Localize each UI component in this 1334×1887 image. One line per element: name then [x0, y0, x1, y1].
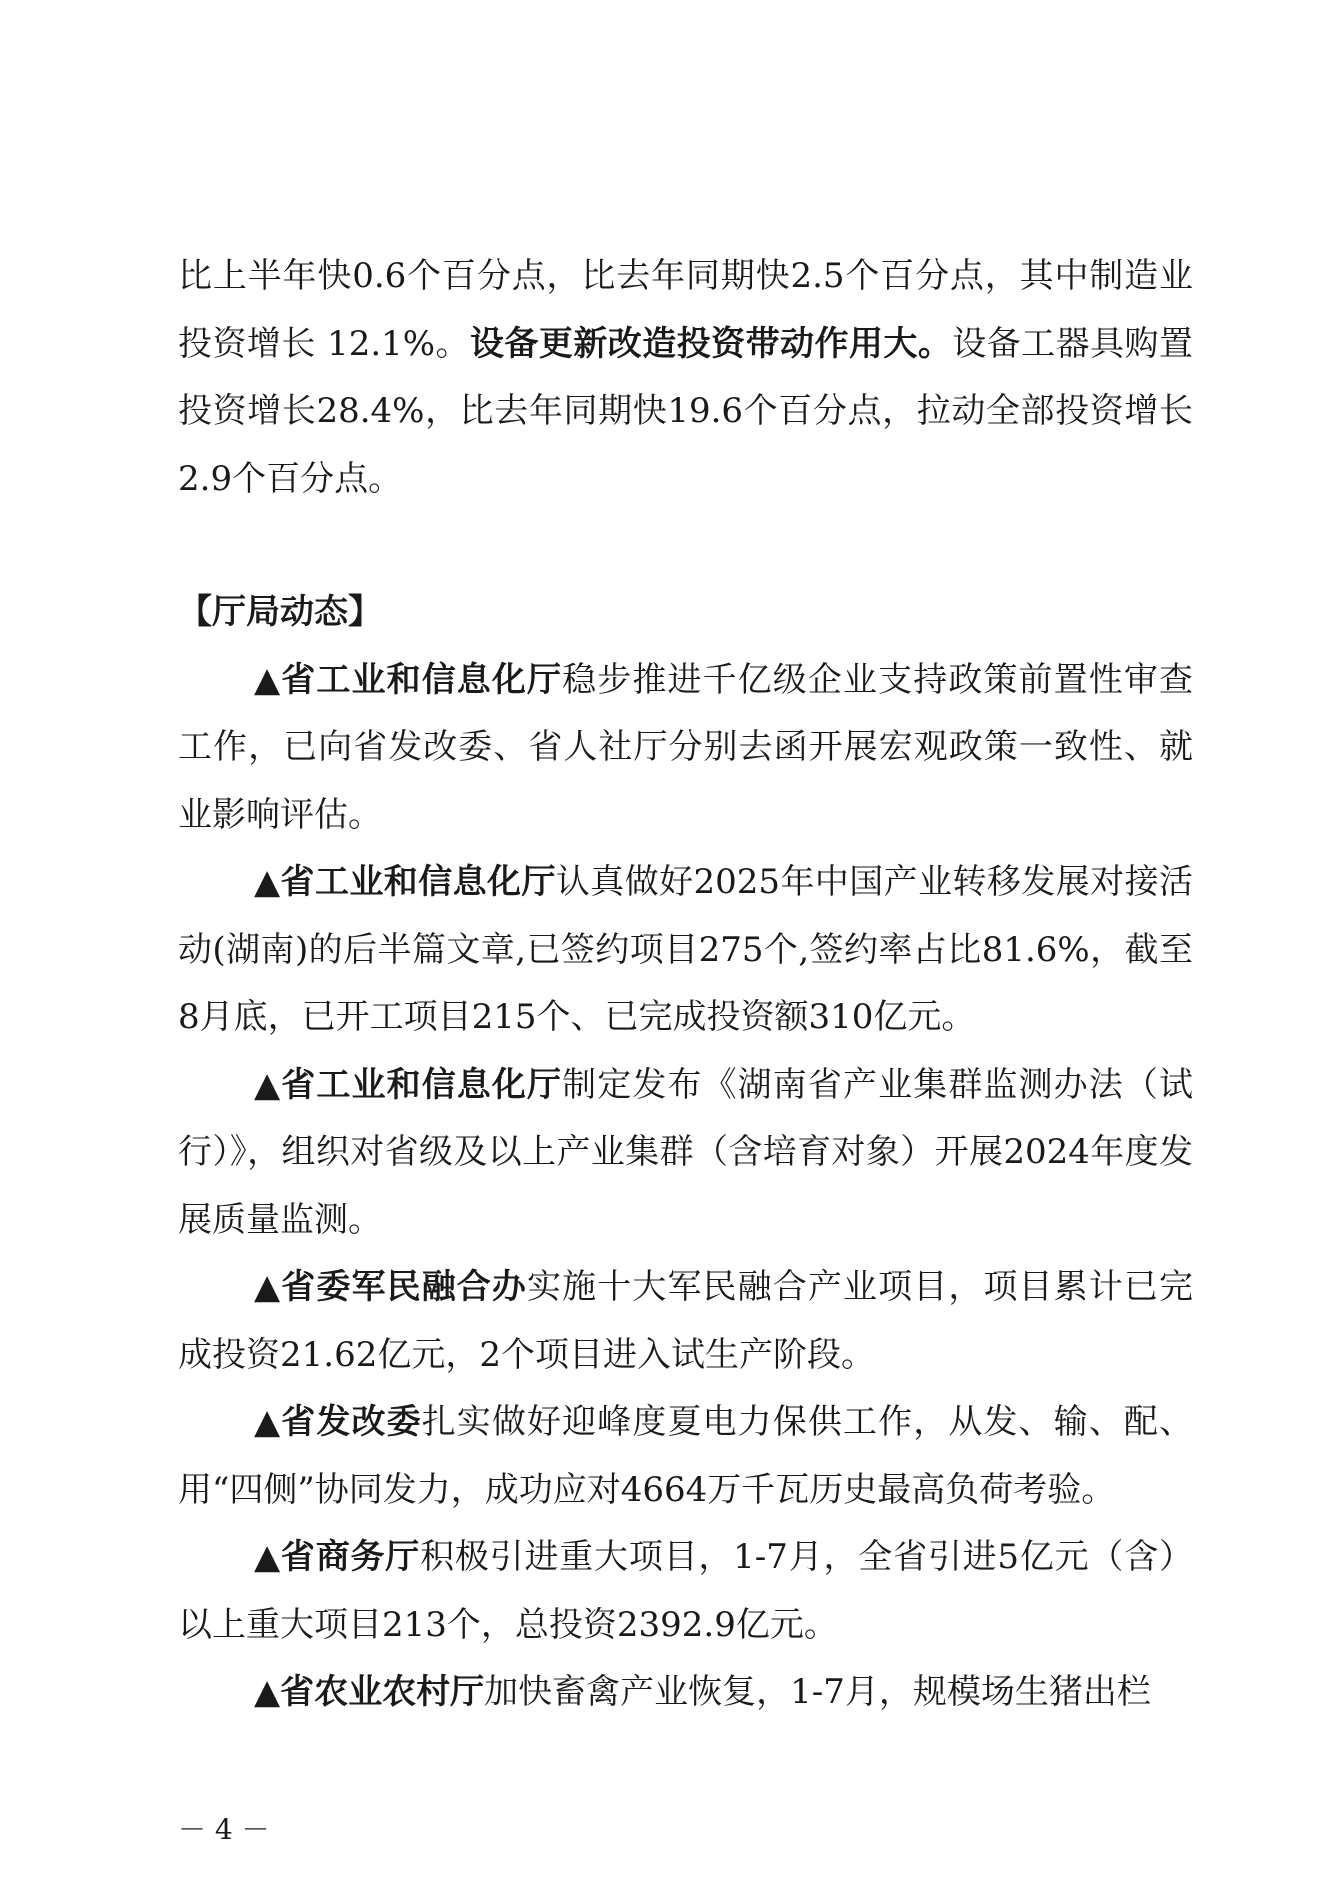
continuation-text-2: 设备工器具购置投资增长28.4%，比去年同期快19.6个百分点，拉动全部投资增长2.9个百分点。 — [178, 323, 1194, 499]
news-text: 加快畜禽产业恢复，1-7月，规模场生猪出栏 — [484, 1672, 1151, 1712]
agency-name: ▲省工业和信息化厅 — [254, 659, 563, 700]
news-text: 实施十大军民融合产业项目，项目累计已完成投资21.62亿元，2个项目进入试生产阶段。 — [178, 1267, 1193, 1375]
news-item — [178, 1254, 1193, 1389]
news-text: 扎实做好迎峰度夏电力保供工作，从发、输、配、用“四侧”协同发力，成功应对4664万千瓦历史最高负荷考验。 — [178, 1402, 1193, 1510]
continuation-paragraph — [178, 243, 1193, 513]
page-content — [178, 243, 1193, 1727]
news-text: 制定发布《湖南省产业集群监测办法（试行）》，组织对省级及以上产业集群（含培育对象）开展2024年度发展质量监测。 — [178, 1064, 1193, 1240]
agency-name: ▲省委军民融合办 — [254, 1267, 528, 1307]
news-text: 认真做好2025年中国产业转移发展对接活动(湖南)的后半篇文章,已签约项目275个,签约率占比81.6%，截至8月底，已开工项目215个、已完成投资额310亿元。 — [178, 862, 1193, 1037]
news-item — [178, 1659, 1193, 1727]
agency-name: ▲省发改委 — [254, 1402, 422, 1442]
news-item — [178, 1524, 1193, 1659]
page-number: － 4 － — [178, 1813, 270, 1846]
news-item — [178, 647, 1193, 850]
agency-name: ▲省工业和信息化厅 — [254, 1064, 563, 1105]
continuation-bold-heading: 设备更新改造投资带动作用大。 — [469, 323, 953, 364]
news-item — [178, 1389, 1193, 1524]
section-title: 【厅局动态】 — [178, 592, 382, 632]
news-item — [178, 1052, 1193, 1255]
agency-name: ▲省农业农村厅 — [254, 1672, 485, 1712]
agency-name: ▲省商务厅 — [254, 1537, 421, 1577]
news-item — [178, 849, 1193, 1052]
continuation-text-1: 比上半年快0.6个百分点，比去年同期快2.5个百分点，其中制造业投资增长 12.1%。 — [178, 256, 1193, 364]
news-text: 稳步推进千亿级企业支持政策前置性审查工作，已向省发改委、省人社厅分别去函开展宏观政策一致性、就业影响评估。 — [178, 659, 1193, 835]
news-text: 积极引进重大项目，1-7月，全省引进5亿元（含）以上重大项目213个，总投资2392.9亿元。 — [178, 1537, 1193, 1645]
agency-name: ▲省工业和信息化厅 — [254, 862, 556, 902]
